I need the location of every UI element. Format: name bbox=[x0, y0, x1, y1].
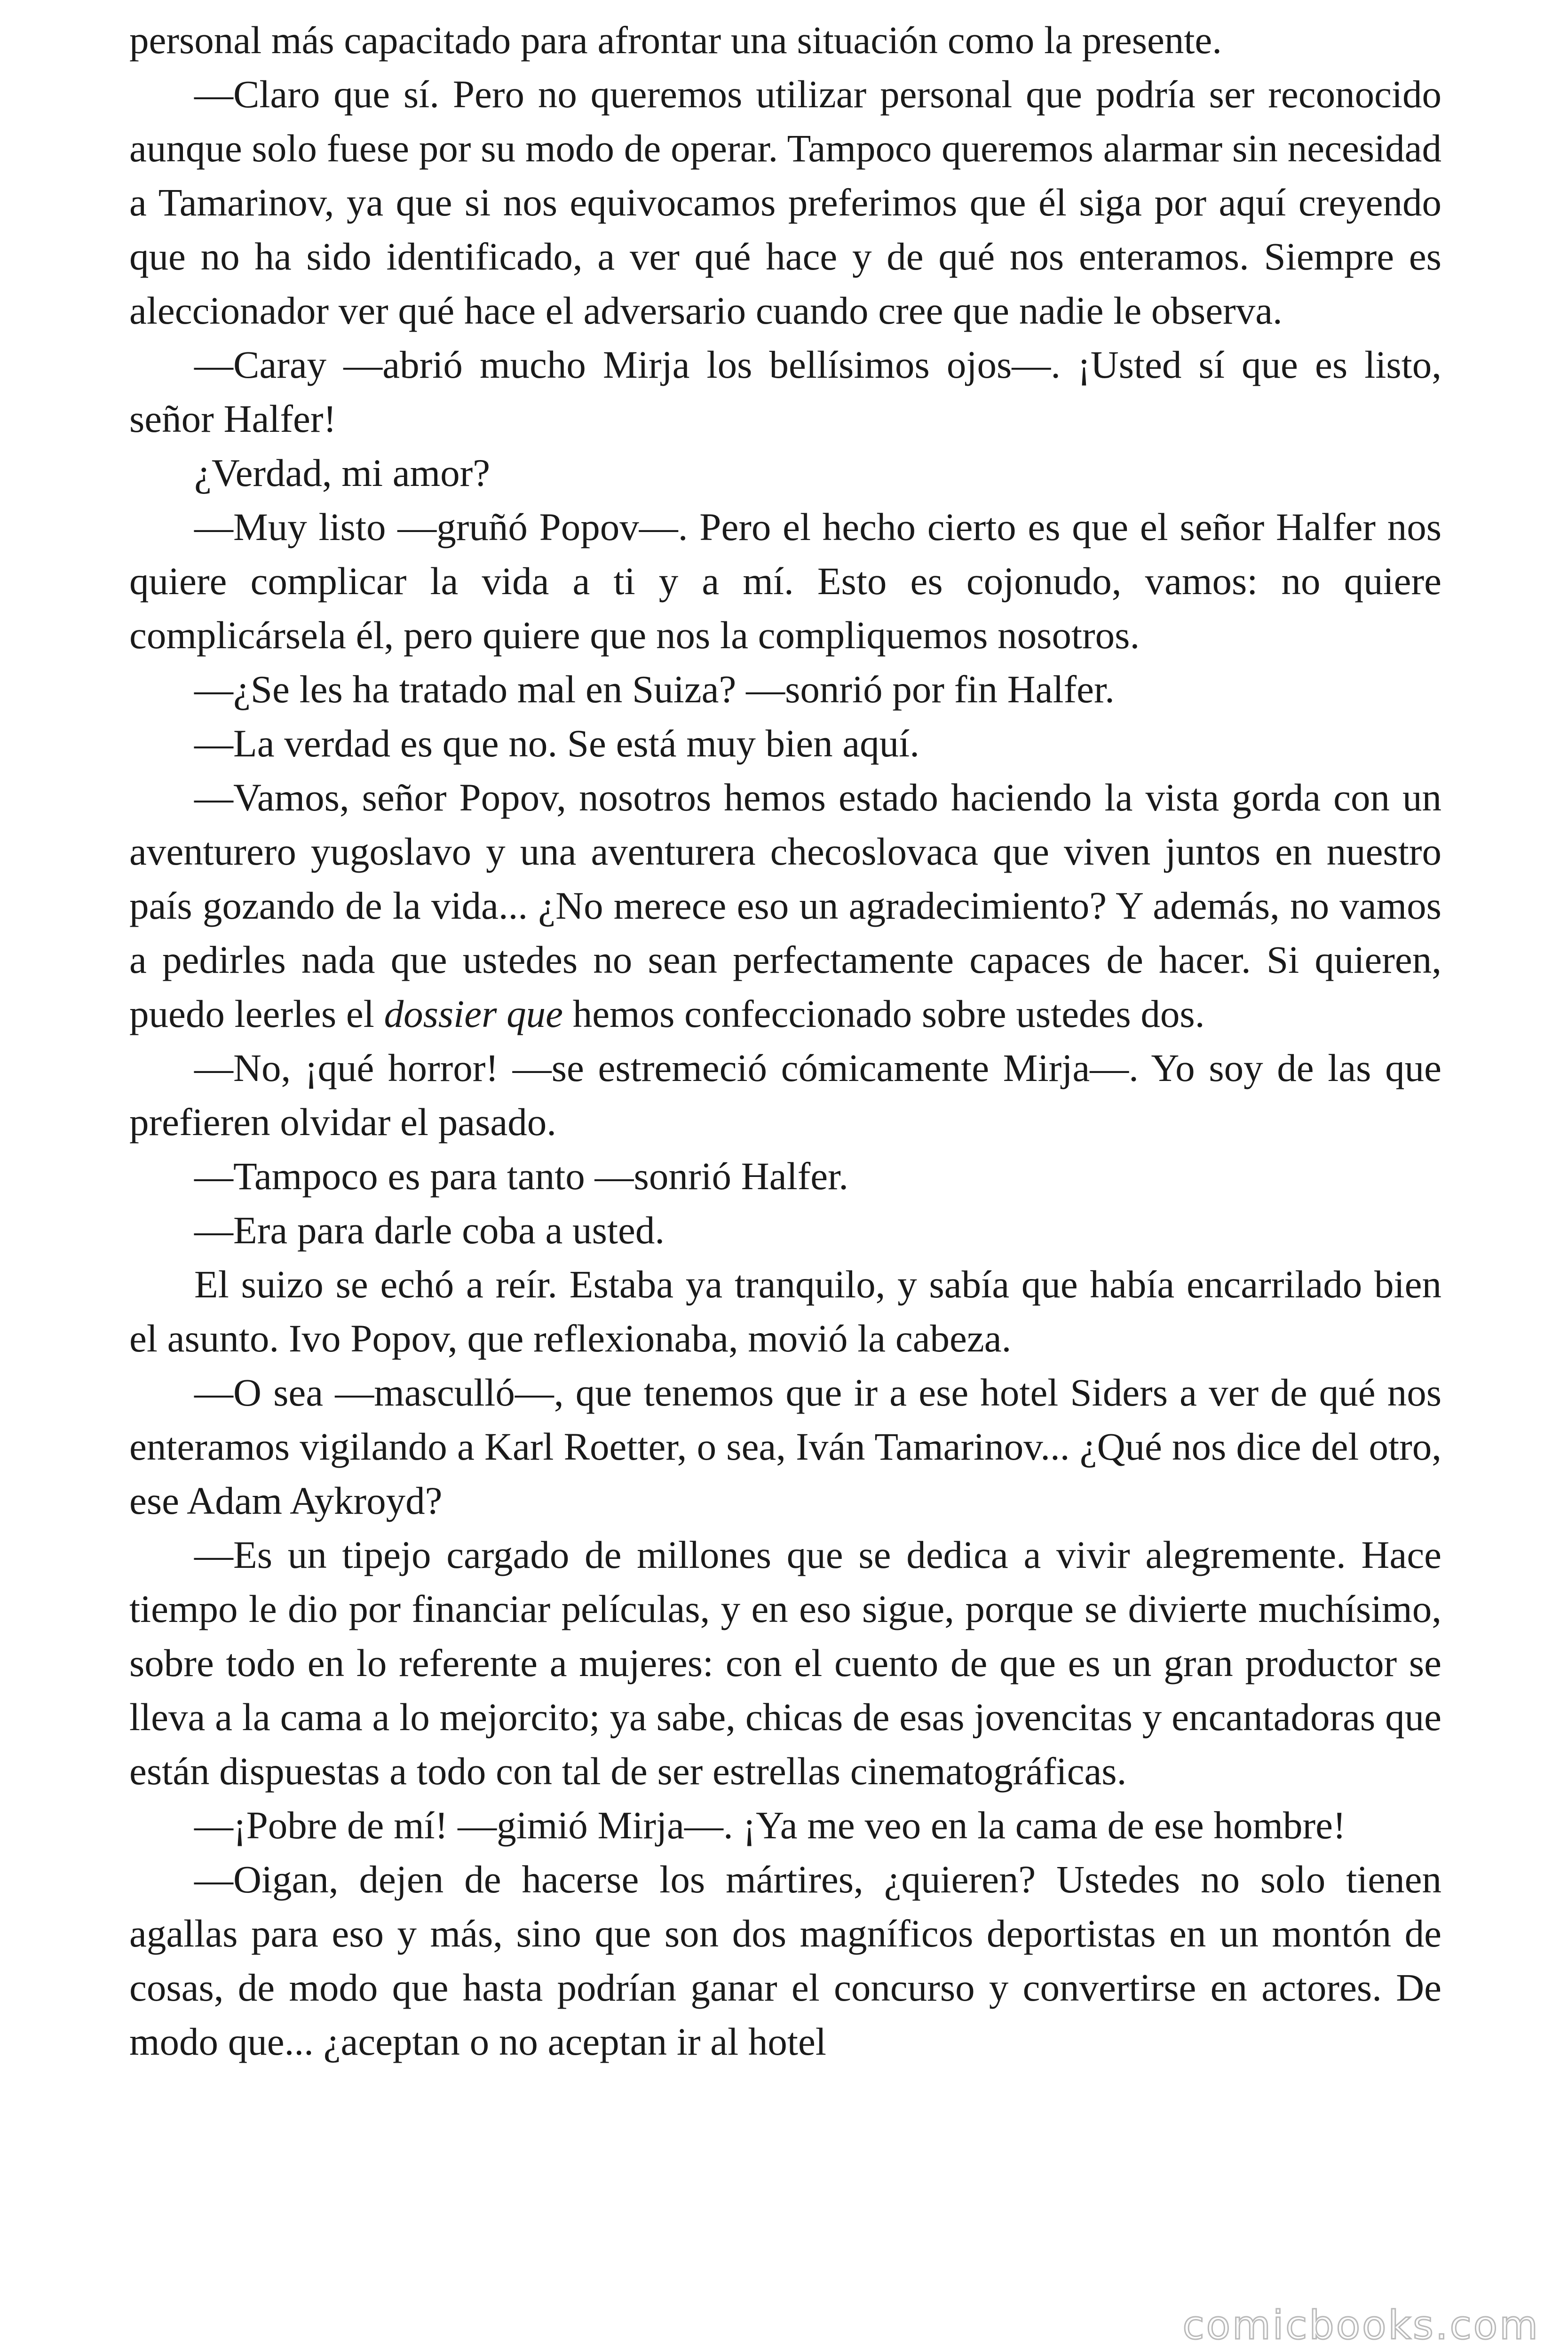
paragraph: ¿Verdad, mi amor? bbox=[194, 451, 491, 494]
italic-text: dossier que bbox=[384, 992, 563, 1035]
paragraph: —No, ¡qué horror! —se estremeció cómicamente Mirja—. Yo soy de las que prefieren olvidar el pasado. bbox=[129, 1046, 1441, 1144]
paragraph: —La verdad es que no. Se está muy bien aquí. bbox=[194, 722, 919, 765]
paragraph: —Era para darle coba a usted. bbox=[194, 1208, 665, 1252]
paragraph: —¡Pobre de mí! —gimió Mirja—. ¡Ya me veo en la cama de ese hombre! bbox=[194, 1804, 1346, 1847]
paragraph: —Oigan, dejen de hacerse los mártires, ¿quieren? Ustedes no solo tienen agallas para eso y más, sino que son dos magníficos deportistas en un montón de cosas, de modo que hasta podrían ganar el concurso y convertirse en actores. De modo que... ¿aceptan o no aceptan ir al hotel bbox=[129, 1858, 1441, 2063]
paragraph: El suizo se echó a reír. Estaba ya tranquilo, y sabía que había encarrilado bien el asunto. Ivo Popov, que reflexionaba, movió la cabeza. bbox=[129, 1263, 1441, 1360]
paragraph-text: —Vamos, señor Popov, nosotros hemos estado haciendo la vista gorda con un aventurero yugoslavo y una aventurera checoslovaca que viven juntos en nuestro país gozando de la vida... ¿No merece eso un agradecimiento? Y además, no vamos a pedirles nada que ustedes no sean perfectamente capaces de hacer. Si quieren, puedo leerles el bbox=[129, 776, 1441, 1035]
paragraph: —Caray —abrió mucho Mirja los bellísimos ojos—. ¡Usted sí que es listo, señor Halfer! bbox=[129, 343, 1441, 440]
paragraph: —Muy listo —gruñó Popov—. Pero el hecho cierto es que el señor Halfer nos quiere complicar la vida a ti y a mí. Esto es cojonudo, vamos: no quiere complicársela él, pero quiere que nos la compliquemos nosotros. bbox=[129, 505, 1441, 657]
paragraph: —Claro que sí. Pero no queremos utilizar personal que podría ser reconocido aunque solo fuese por su modo de operar. Tampoco queremos alarmar sin necesidad a Tamarinov, ya que si nos equivocamos preferimos que él siga por aquí creyendo que no ha sido identificado, a ver qué hace y de qué nos enteramos. Siempre es aleccionador ver qué hace el adversario cuando cree que nadie le observa. bbox=[129, 72, 1441, 332]
paragraph: —¿Se les ha tratado mal en Suiza? —sonrió por fin Halfer. bbox=[194, 667, 1115, 711]
watermark: comicbooks.com bbox=[1182, 2302, 1540, 2348]
page-text bbox=[129, 13, 1441, 2069]
paragraph-text: hemos confeccionado sobre ustedes dos. bbox=[562, 992, 1205, 1035]
paragraph: —Es un tipejo cargado de millones que se dedica a vivir alegremente. Hace tiempo le dio por financiar películas, y en eso sigue, porque se divierte muchísimo, sobre todo en lo referente a mujeres: con el cuento de que es un gran productor se lleva a la cama a lo mejorcito; ya sabe, chicas de esas jovencitas y encantadoras que están dispuestas a todo con tal de ser estrellas cinematográficas. bbox=[129, 1533, 1441, 1793]
paragraph: —O sea —masculló—, que tenemos que ir a ese hotel Siders a ver de qué nos enteramos vigilando a Karl Roetter, o sea, Iván Tamarinov... ¿Qué nos dice del otro, ese Adam Aykroyd? bbox=[129, 1371, 1441, 1522]
paragraph: personal más capacitado para afrontar una situación como la presente. bbox=[129, 18, 1222, 62]
paragraph bbox=[129, 771, 1441, 1041]
paragraph: —Tampoco es para tanto —sonrió Halfer. bbox=[194, 1154, 848, 1198]
